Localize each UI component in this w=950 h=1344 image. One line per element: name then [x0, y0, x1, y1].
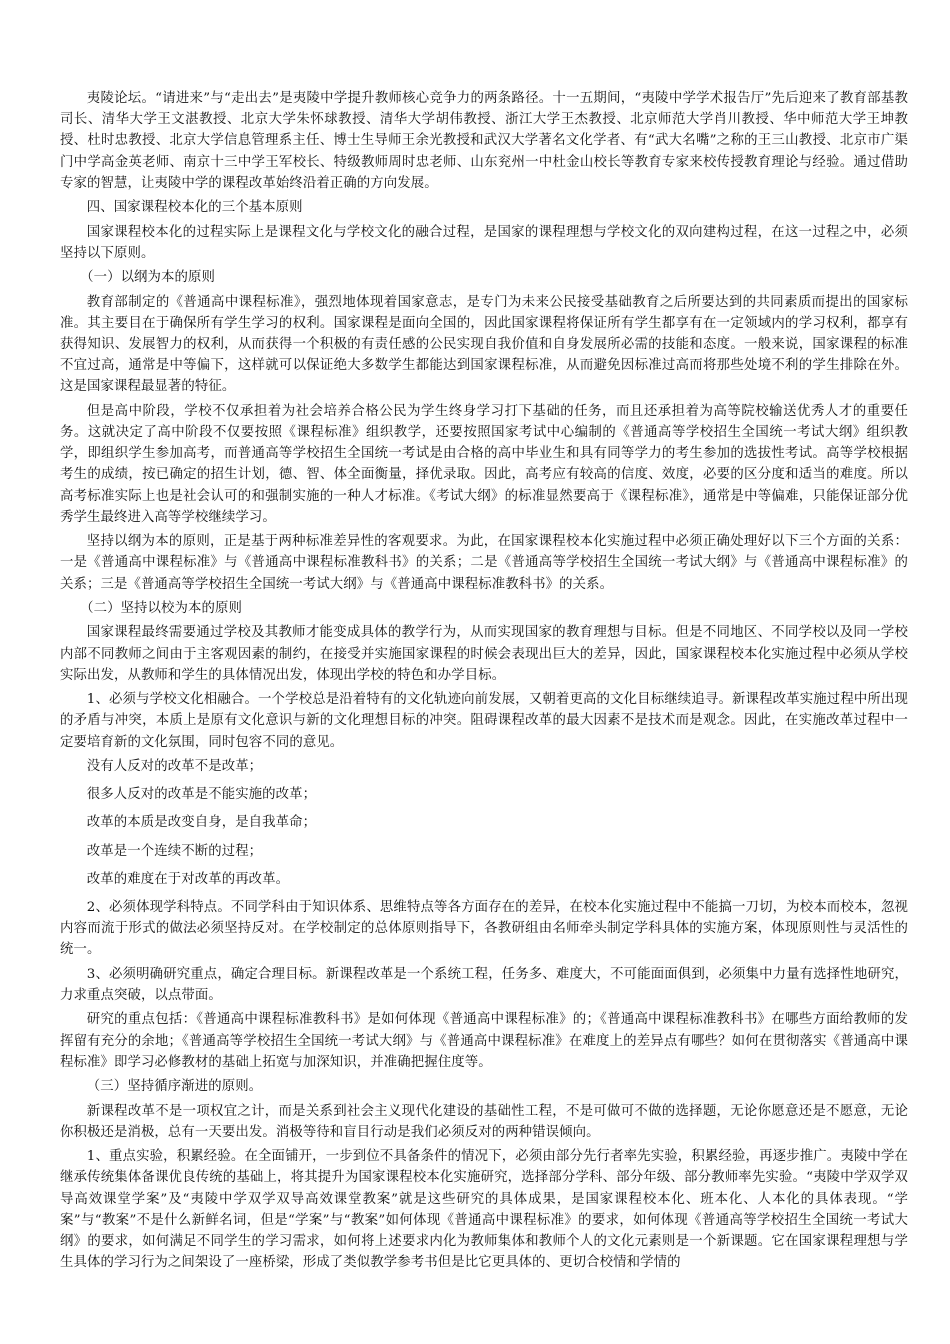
paragraph-focus: 3、必须明确研究重点，确定合理目标。新课程改革是一个系统工程，任务多、难度大，不可能面面俱到，必须集中力量有选择性地研究，力求重点突破，以点带面。: [60, 966, 908, 1003]
subheading-gradual: （三）坚持循序渐进的原则。: [86, 1079, 263, 1095]
maxim-line: 没有人反对的改革不是改革；: [86, 758, 263, 774]
maxim-line: 改革是一个连续不断的过程；: [86, 843, 263, 859]
subheading-syllabus: （一）以纲为本的原则: [80, 270, 215, 286]
paragraph-teachers: 国家课程最终需要通过学校及其教师才能变成具体的教学行为，从而实现国家的教育理想与目标。但是不同地区、不同学校以及同一学校内部不同教师之间由于主客观因素的制约，在接受并实施国家课程的时候会表现出巨大的差异，因此，国家课程校本化实施过程中必须从学校实际出发，从教师和学生的具体情况出发，体现出学校的特色和办学目标。: [60, 625, 908, 683]
paragraph-relations: 坚持以纲为本的原则，正是基于两种标准差异性的客观要求。为此，在国家课程校本化实施过程中必须正确处理好以下三个方面的关系：一是《普通高中课程标准》与《普通高中课程标准教科书》的关系；二是《普通高等学校招生全国统一考试大纲》与《普通高中课程标准》的关系；三是《普通高等学校招生全国统一考试大纲》与《普通高中课程标准教科书》的关系。: [60, 534, 908, 592]
section-heading-principles: 四、国家课程校本化的三个基本原则: [86, 200, 303, 216]
paragraph-highschool: 但是高中阶段，学校不仅承担着为社会培养合格公民为学生终身学习打下基础的任务，而且还承担着为高等院校输送优秀人才的重要任务。这就决定了高中阶段不仅要按照《课程标准》组织教学，还要按照国家考试中心编制的《普通高等学校招生全国统一考试大纲》组织教学，即组织学生参加高考，而普通高等学校招生全国统一考试是由合格的高中毕业生和具有同等学力的考生参加的选拔性考试。高等学校根据考生的成绩，按已确定的招生计划，德、智、体全面衡量，择优录取。因此，高考应有较高的信度、效度，必要的区分度和适当的难度。所以高考标准实际上也是社会认可的和强制实施的一种人才标准。《考试大纲》的标准显然要高于《课程标准》，通常是中等偏难，只能保证部分优秀学生最终进入高等学校继续学习。: [60, 403, 908, 525]
paragraph-forum: 夷陵论坛。“请进来”与“走出去”是夷陵中学提升教师核心竞争力的两条路径。十一五期间，“夷陵中学学术报告厅”先后迎来了教育部基教司长、清华大学王文湛教授、北京大学朱怀球教授、清华大学胡伟教授、浙江大学王杰教授、北京师范大学肖川教授、华中师范大学王坤教授、杜时忠教授、北京大学信息管理系主任、博士生导师王余光教授和武汉大学著名文化学者、有“武大名嘴”之称的王三山教授、北京市广渠门中学高金英老师、南京十三中学王军校长、特级教师周时忠老师、山东兖州一中杜金山校长等教育专家来校传授教育理论与经验。通过借助专家的智慧，让夷陵中学的课程改革始终沿着正确的方向发展。: [60, 91, 908, 191]
maxim-line: 改革的本质是改变自身，是自我革命；: [86, 815, 317, 831]
paragraph-subject: 2、必须体现学科特点。不同学科由于知识体系、思维特点等各方面存在的差异，在校本化实施过程中不能搞一刀切，为校本而校本，忽视内容而流于形式的做法必须坚持反对。在学校制定的总体原则指导下，各教研组由名师牵头制定学科具体的实施方案，体现原则性与灵活性的统一。: [60, 899, 908, 958]
maxim-line: 很多人反对的改革是不能实施的改革；: [86, 787, 317, 803]
paragraph-standard: 教育部制定的《普通高中课程标准》，强烈地体现着国家意志，是专门为未来公民接受基础教育之后所要达到的共同素质而提出的国家标准。其主要目在于确保所有学生学习的权利。国家课程是面向全国的，因此国家课程将保证所有学生都享有在一定领域内的学习权利，都享有获得知识、发展智力的权利，从而获得一个积极的有责任感的公民实现自我价值和自身发展所必需的技能和态度。一般来说，国家课程的标准不宜过高，通常是中等偏下，这样就可以保证绝大多数学生都能达到国家课程标准，从而避免因标准过高而将那些处境不利的学生排除在外。这是国家课程最显著的特征。: [60, 294, 908, 395]
paragraph-intro: 国家课程校本化的过程实际上是课程文化与学校文化的融合过程，是国家的课程理想与学校文化的双向建构过程，在这一过程之中，必须坚持以下原则。: [60, 224, 908, 261]
maxim-line: 改革的难度在于对改革的再改革。: [86, 871, 290, 887]
subheading-school: （二）坚持以校为本的原则: [80, 600, 242, 616]
document-page: [60, 88, 908, 1277]
paragraph-culture: 1、必须与学校文化相融合。一个学校总是沿着特有的文化轨迹向前发展，又朝着更高的文化目标继续追寻。新课程改革实施过程中所出现的矛盾与冲突，本质上是原有文化意识与新的文化理想目标的冲突。阻碍课程改革的最大因素不是技术而是观念。因此，在实施改革过程中一定要培育新的文化氛围，同时包容不同的意见。: [60, 692, 908, 750]
paragraph-research: 研究的重点包括：《普通高中课程标准教科书》是如何体现《普通高中课程标准》的；《普通高中课程标准教科书》在哪些方面给教师的发挥留有充分的余地；《普通高等学校招生全国统一考试大纲》与《普通高中课程标准》在难度上的差异点有哪些？如何在贯彻落实《普通高中课程标准》即学习必修教材的基础上拓宽与加深知识，并准确把握住度等。: [60, 1012, 908, 1070]
paragraph-reform: 新课程改革不是一项权宜之计，而是关系到社会主义现代化建设的基础性工程，不是可做可不做的选择题，无论你愿意还是不愿意，无论你积极还是消极，总有一天要出发。消极等待和盲目行动是我们必须反对的两种错误倾向。: [60, 1103, 908, 1140]
paragraph-experiment: 1、重点实验，积累经验。在全面铺开，一步到位不具备条件的情况下，必须由部分先行者率先实验，积累经验，再逐步推广。夷陵中学在继承传统集体备课优良传统的基础上，将其提升为国家课程校本化实施研究，选择部分学科、部分年级、部分教师率先实验。“夷陵中学双学双导高效课堂学案”及“夷陵中学双学双导高效课堂教案”就是这些研究的具体成果，是国家课程校本化、班本化、人本化的具体表现。“学案”与“教案”不是什么新鲜名词，但是“学案”与“教案”如何体现《普通高中课程标准》的要求，如何体现《普通高等学校招生全国统一考试大纲》的要求，如何满足不同学生的学习需求，如何将上述要求内化为教师集体和教师个人的文化元素则是一个新课题。它在国家课程理想与学生具体的学习行为之间架设了一座桥梁，形成了类似教学参考书但是比它更具体的、更切合校情和学情的: [60, 1149, 908, 1271]
